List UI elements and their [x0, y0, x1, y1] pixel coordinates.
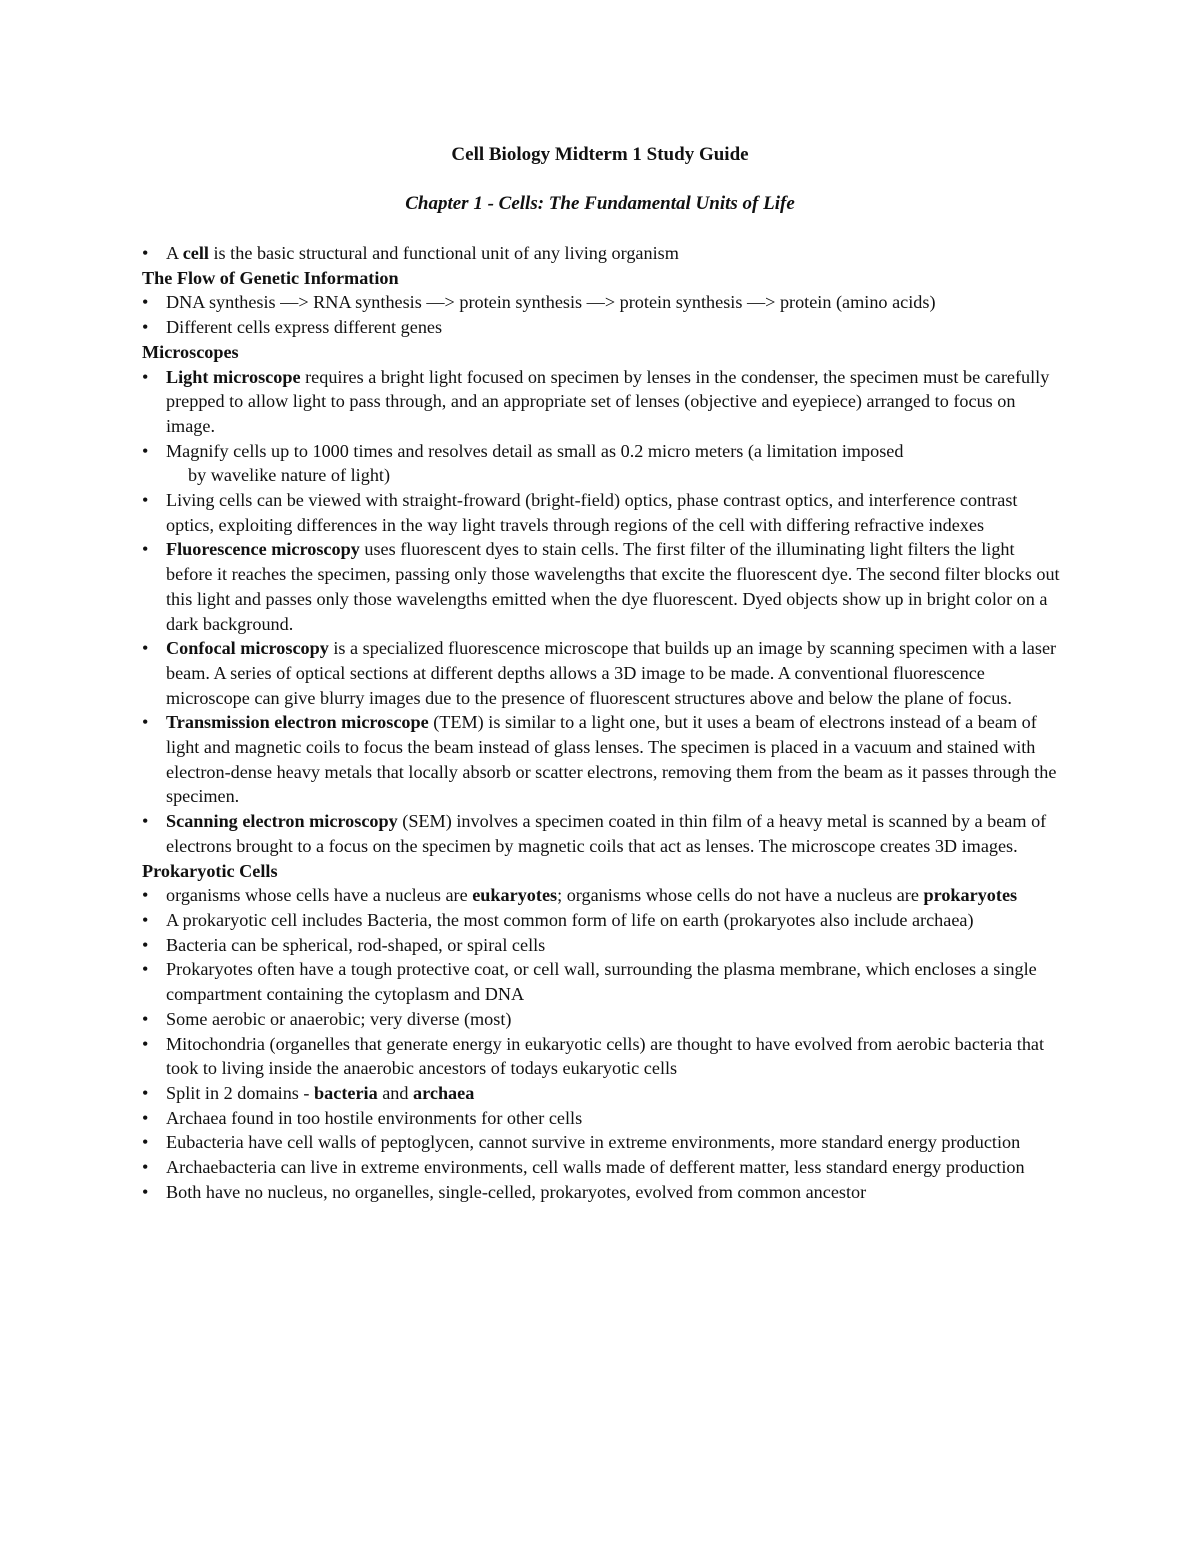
bullet-icon: •: [142, 1008, 149, 1029]
document-title: Cell Biology Midterm 1 Study Guide: [451, 144, 749, 165]
bullet-icon: •: [142, 1181, 149, 1202]
list-item: • Archaebacteria can live in extreme environments, cell walls made of defferent matter, less standard energy production: [142, 1155, 1062, 1180]
bullet-icon: •: [142, 317, 149, 338]
section-heading-prokaryotic: Prokaryotic Cells: [142, 860, 278, 881]
bullet-icon: •: [142, 811, 149, 832]
section-heading-microscopes: Microscopes: [142, 341, 239, 362]
bullet-icon: •: [142, 490, 149, 511]
list-item-tem: • Transmission electron microscope (TEM) is similar to a light one, but it uses a beam of electrons instead of a beam of light and magnetic coils to focus the beam instead of glass lenses. The specimen is placed in a vacuum and stained with electron-dense heavy metals that locally absorb or scatter electrons, removing them from the beam as it passes through the specimen.: [142, 712, 1057, 807]
section-heading-flow: The Flow of Genetic Information: [142, 267, 399, 288]
list-item: • Eubacteria have cell walls of peptoglycen, cannot survive in extreme environments, more standard energy production: [142, 1130, 1062, 1155]
bullet-icon: •: [142, 909, 149, 930]
term-confocal: Confocal microscopy: [166, 638, 329, 659]
list-item-cell-definition: • A cell is the basic structural and functional unit of any living organism: [142, 241, 1062, 266]
term-sem: Scanning electron microscopy: [166, 811, 398, 832]
term-light-microscope: Light microscope: [166, 366, 301, 387]
bullet-icon: •: [142, 1082, 149, 1103]
bullet-icon: •: [142, 638, 149, 659]
term-prokaryotes: prokaryotes: [923, 885, 1018, 906]
bullet-icon: •: [142, 539, 149, 560]
list-item: • Mitochondria (organelles that generate energy in eukaryotic cells) are thought to have evolved from aerobic bacteria that took to living inside the anaerobic ancestors of todays eukaryotic cells: [142, 1033, 1045, 1079]
term-fluorescence: Fluorescence microscopy: [166, 539, 360, 560]
list-item-sem: • Scanning electron microscopy (SEM) involves a specimen coated in thin film of a heavy metal is scanned by a beam of electrons brought to a focus on the specimen by magnetic coils that act as lenses. The microscope creates 3D images.: [142, 811, 1047, 856]
bullet-icon: •: [142, 959, 149, 980]
bullet-icon: •: [142, 934, 149, 955]
list-item-light-microscope: • Light microscope requires a bright light focused on specimen by lenses in the condenser, the specimen must be carefully prepped to allow light to pass through, and an appropriate set of lenses (objective and eyepiece) arranged to focus on image.: [142, 366, 1050, 436]
list-item: • Archaea found in too hostile environments for other cells: [142, 1106, 1062, 1131]
bullet-icon: •: [142, 292, 149, 313]
list-item: • Split in 2 domains - bacteria and archaea: [142, 1081, 1062, 1106]
list-item: • Both have no nucleus, no organelles, single-celled, prokaryotes, evolved from common ancestor: [142, 1180, 1062, 1205]
list-item: • organisms whose cells have a nucleus are eukaryotes; organisms whose cells do not have a nucleus are prokaryotes: [142, 883, 1062, 908]
bullet-icon: •: [142, 1157, 149, 1178]
bullet-icon: •: [142, 1033, 149, 1054]
list-item: • Some aerobic or anaerobic; very diverse (most): [142, 1007, 1062, 1032]
list-item: • Different cells express different genes: [142, 315, 1062, 340]
list-item: • A prokaryotic cell includes Bacteria, the most common form of life on earth (prokaryotes also include archaea): [142, 908, 1062, 933]
document-body: [142, 241, 1062, 1204]
term-tem: Transmission electron microscope: [166, 712, 429, 733]
bullet-icon: •: [142, 1132, 149, 1153]
bullet-icon: •: [142, 440, 149, 461]
list-item-living-cells: • Living cells can be viewed with straight-froward (bright-field) optics, phase contrast optics, and interference contrast optics, exploiting differences in the way light travels through regions of the cell with differing refractive indexes: [142, 490, 1018, 535]
bullet-icon: •: [142, 885, 149, 906]
list-item: • Prokaryotes often have a tough protective coat, or cell wall, surrounding the plasma membrane, which encloses a single compartment containing the cytoplasm and DNA: [142, 959, 1037, 1005]
term-bacteria: bacteria: [314, 1082, 378, 1103]
term-archaea: archaea: [413, 1082, 475, 1103]
list-item-fluorescence: • Fluorescence microscopy uses fluorescent dyes to stain cells. The first filter of the illuminating light filters the light before it reaches the specimen, passing only those wavelengths that excite the fluorescent dye. The second filter blocks out this light and passes only those wavelengths emitted when the dye fluorescent. Dyed objects show up in bright color on a dark background.: [142, 539, 1060, 634]
list-item-magnify: • Magnify cells up to 1000 times and resolves detail as small as 0.2 micro meters (a limitation imposed by wavelike nature of light): [142, 440, 904, 486]
list-item-confocal: • Confocal microscopy is a specialized fluorescence microscope that builds up an image by scanning specimen with a laser beam. A series of optical sections at different depths allows a 3D image to be made. A conventional fluorescence microscope can give blurry images due to the presence of fluorescent structures above and below the plane of focus.: [142, 638, 1057, 708]
bullet-icon: •: [142, 1107, 149, 1128]
bullet-icon: •: [142, 712, 149, 733]
list-item: • DNA synthesis —> RNA synthesis —> protein synthesis —> protein synthesis —> protein (amino acids): [142, 290, 1062, 315]
bullet-icon: •: [142, 243, 149, 263]
term-eukaryotes: eukaryotes: [472, 885, 558, 906]
bullet-icon: •: [142, 366, 149, 387]
term-cell: cell: [182, 243, 209, 263]
chapter-title: Chapter 1 - Cells: The Fundamental Units of Life: [405, 193, 795, 214]
list-item: • Bacteria can be spherical, rod-shaped, or spiral cells: [142, 933, 1062, 958]
